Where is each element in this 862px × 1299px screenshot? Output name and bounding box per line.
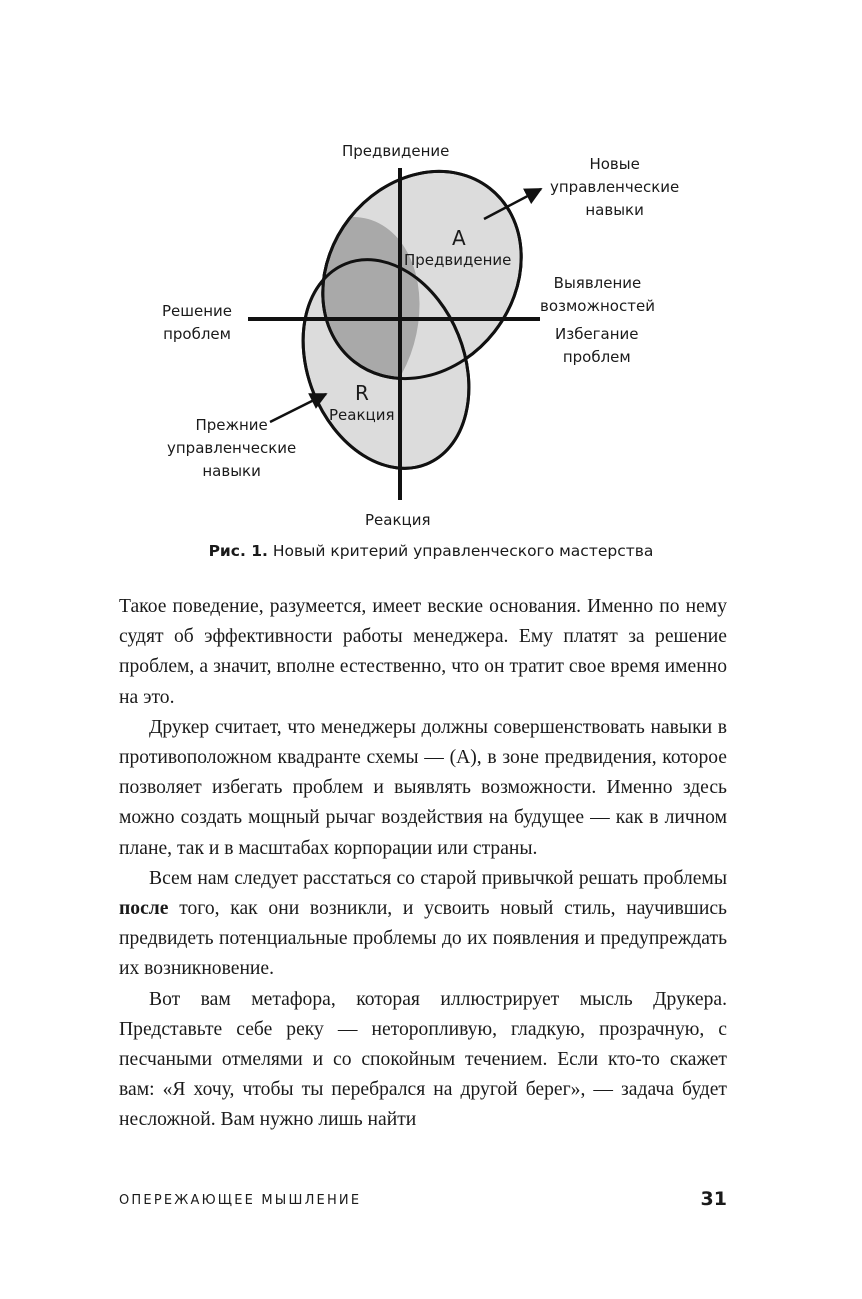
paragraph-3-start: Всем нам следует расстаться со старой привычкой решать проблемы bbox=[149, 867, 727, 889]
label-right-bottom-line1: Избегание bbox=[555, 325, 639, 343]
paragraph-3-end: того, как они возникли, и усвоить новый стиль, научившись предвидеть потенциальные проблемы до их появления и предупреждать их возникновение. bbox=[119, 898, 727, 980]
label-bottom: Реакция bbox=[365, 511, 431, 529]
label-new-skills-line3: навыки bbox=[585, 201, 644, 219]
page-number: 31 bbox=[700, 1188, 727, 1210]
label-old-skills-line3: навыки bbox=[202, 462, 261, 480]
paragraph-3 bbox=[119, 864, 727, 985]
caption-text: Новый критерий управленческого мастерства bbox=[272, 542, 654, 560]
caption-prefix: Рис. 1. bbox=[208, 542, 268, 560]
figure-diagram bbox=[0, 0, 862, 570]
label-old-skills-line2: управленческие bbox=[167, 439, 297, 457]
ellipse-a-letter: A bbox=[452, 226, 466, 250]
paragraph-4: Вот вам метафора, которая иллюстрирует мысль Друкера. Представьте себе реку — неторопливую, гладкую, прозрачную, с песчаными отмелями и со спокойным течением. Если кто-то скажет вам: «Я хочу, чтобы ты перебрался на другой берег», — задача будет несложной. Вам нужно лишь найти bbox=[119, 988, 727, 1131]
figure-caption bbox=[0, 542, 862, 560]
paragraph-1: Такое поведение, разумеется, имеет веские основания. Именно по нему судят об эффективности работы менеджера. Ему платят за решение проблем, а значит, вполне естественно, что он тратит свое время именно на это. bbox=[119, 596, 727, 708]
ellipse-r-letter: R bbox=[355, 381, 369, 405]
ellipse-a-name: Предвидение bbox=[404, 251, 512, 269]
paragraph-2: Друкер считает, что менеджеры должны совершенствовать навыки в противоположном квадранте схемы — (A), в зоне предвидения, которое позволяет избегать проблем и выявлять возможности. Именно здесь можно создать мощный рычаг воздействия на будущее — как в личном плане, так и в масштабах корпорации или страны. bbox=[119, 716, 727, 859]
label-new-skills-line2: управленческие bbox=[550, 178, 680, 196]
label-right-top-line2: возможностей bbox=[540, 297, 655, 315]
ellipse-r-name: Реакция bbox=[329, 406, 395, 424]
label-left-line2: проблем bbox=[163, 325, 231, 343]
label-new-skills-line1: Новые bbox=[589, 155, 640, 173]
running-head: ОПЕРЕЖАЮЩЕЕ МЫШЛЕНИЕ bbox=[119, 1193, 362, 1208]
label-old-skills-line1: Прежние bbox=[195, 416, 268, 434]
label-left-line1: Решение bbox=[162, 302, 233, 320]
label-right-top-line1: Выявление bbox=[553, 274, 642, 292]
body-text bbox=[119, 592, 727, 1136]
label-right-bottom-line2: проблем bbox=[562, 348, 631, 366]
label-new-skills bbox=[550, 153, 679, 222]
label-left bbox=[162, 300, 232, 346]
label-right-bottom bbox=[555, 323, 639, 369]
label-right-top bbox=[540, 272, 655, 318]
diagram-svg bbox=[0, 0, 862, 570]
label-old-skills bbox=[167, 414, 296, 483]
label-top: Предвидение bbox=[342, 142, 450, 160]
paragraph-3-bold: после bbox=[119, 898, 169, 920]
